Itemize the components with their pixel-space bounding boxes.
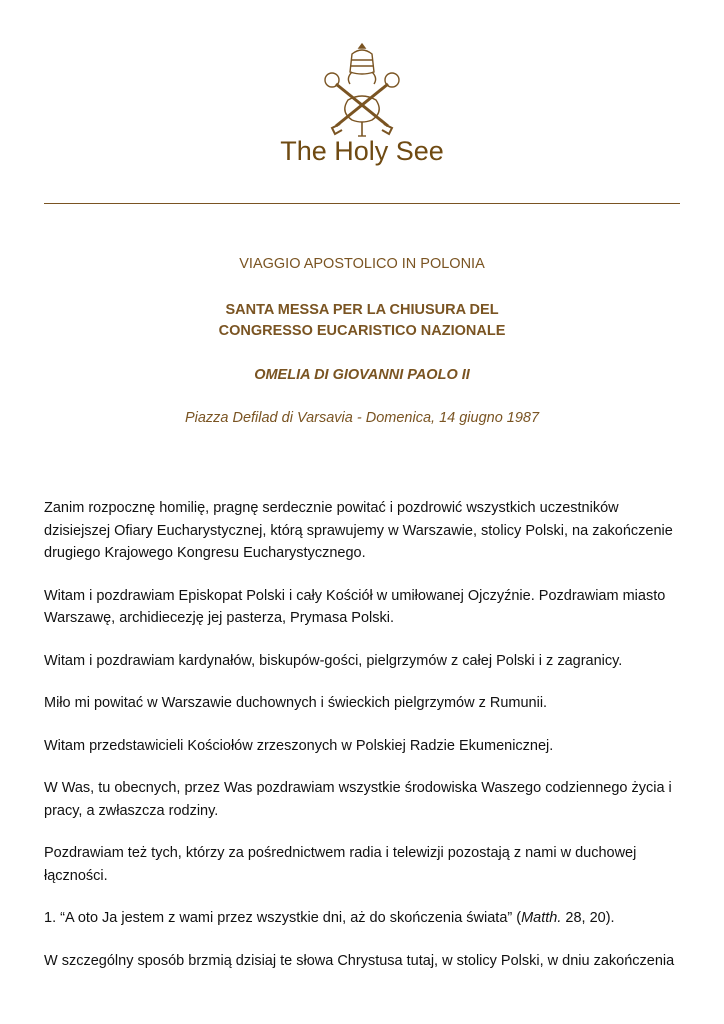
paragraph: W Was, tu obecnych, przez Was pozdrawiam wszystkie środowiska Waszego codziennego życia i pracy, a zwłaszcza rodziny. <box>44 780 672 819</box>
site-title[interactable]: The Holy See <box>280 136 444 166</box>
header-divider <box>44 203 680 204</box>
quote-text: 1. “A oto Ja jestem z wami przez wszystkie dni, aż do skończenia świata” ( <box>44 910 522 926</box>
homily-heading: OMELIA DI GIOVANNI PAOLO II <box>254 367 470 383</box>
paragraph: Pozdrawiam też tych, którzy za pośrednictwem radia i telewizji pozostają z nami w duchowej łączności. <box>44 845 637 884</box>
paragraph: Witam i pozdrawiam Episkopat Polski i cały Kościół w umiłowanej Ojczyźnie. Pozdrawiam miasto Warszawę, archidiecezję jej pasterza, Prymasa Polski. <box>44 587 666 626</box>
homily-body <box>44 497 684 992</box>
mass-heading-line-2: CONGRESSO EUCARISTICO NAZIONALE <box>218 323 506 339</box>
paragraph: Zanim rozpocznę homilię, pragnę serdecznie powitać i pozdrowić wszystkich uczestników dzisiejszej Ofiary Eucharystycznej, którą sprawujemy w Warszawie, stolicy Polski, na zakończenie drugiego Krajowego Kongresu Eucharystycznego. <box>44 500 673 561</box>
trip-heading: VIAGGIO APOSTOLICO IN POLONIA <box>239 256 485 272</box>
paragraph: Miło mi powitać w Warszawie duchownych i świeckich pielgrzymów z Rumunii. <box>44 695 548 711</box>
paragraph: Witam przedstawicieli Kościołów zrzeszonych w Polskiej Radzie Ekumenicznej. <box>44 737 554 754</box>
quote-reference: Matth. <box>521 910 562 926</box>
paragraph: Witam i pozdrawiam kardynałów, biskupów-gości, pielgrzymów z całej Polski i z zagranicy. <box>44 652 623 669</box>
quote-suffix: 28, 20). <box>561 910 615 926</box>
quote-paragraph <box>44 907 684 930</box>
papal-keys-tiara-emblem-icon <box>318 40 406 138</box>
mass-heading-line-1: SANTA MESSA PER LA CHIUSURA DEL <box>225 302 499 318</box>
place-date: Piazza Defilad di Varsavia - Domenica, 14 giugno 1987 <box>184 410 540 426</box>
paragraph: W szczególny sposób brzmią dzisiaj te słowa Chrystusa tutaj, w stolicy Polski, w dniu zakończenia <box>44 952 675 969</box>
mass-heading <box>0 300 724 342</box>
